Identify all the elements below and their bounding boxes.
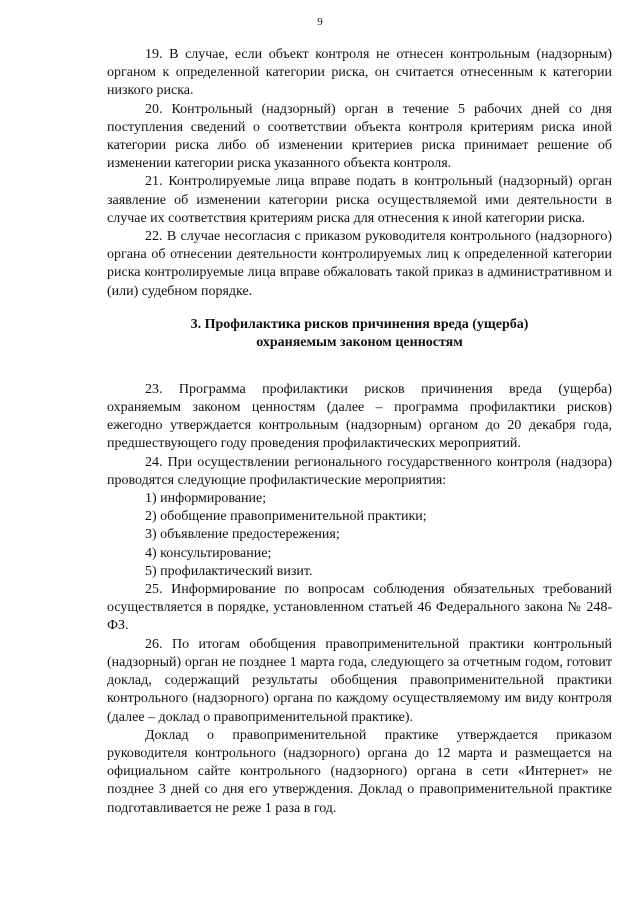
paragraph-24: 24. При осуществлении регионального государственного контроля (надзора) проводятся следующие профилактические мероприятия:	[107, 454, 612, 488]
paragraph-23: 23. Программа профилактики рисков причинения вреда (ущерба) охраняемым законом ценностям (далее – программа профилактики рисков) ежегодно утверждается контрольным (надзорным) органом до 20 декабря года, предшествующего году проведения профилактических мероприятий.	[107, 381, 612, 452]
section-heading-line-1: 3. Профилактика рисков причинения вреда (ущерба)	[190, 316, 529, 332]
list-item: 3) объявление предостережения;	[145, 527, 340, 543]
list-item: 4) консультирование;	[145, 545, 272, 561]
paragraph-22: 22. В случае несогласия с приказом руководителя контрольного (надзорного) органа об отнесении деятельности контролируемых лиц к определенной категории риска контролируемые лица вправе обжаловать такой приказ в административном и (или) судебном порядке.	[107, 229, 612, 299]
list-item: 1) информирование;	[145, 491, 267, 507]
paragraph-19: 19. В случае, если объект контроля не отнесен контрольным (надзорным) органом к определенной категории риска, он считается отнесенным к категории низкого риска.	[107, 47, 612, 99]
paragraph-26: 26. По итогам обобщения правоприменительной практики контрольный (надзорный) орган не позднее 1 марта года, следующего за отчетным годом, готовит доклад, содержащий результаты обобщения правоприменительной практики контрольного (надзорного) органа по каждому осуществляемому им виду контроля (далее – доклад о правоприменительной практике).	[107, 636, 612, 725]
page-number: 9	[317, 16, 323, 28]
paragraph-report: Доклад о правоприменительной практике утверждается приказом руководителя контрольного (надзорного) органа до 12 марта и размещается на официальном сайте контрольного (надзорного) органа в сети «Интернет» не позднее 3 дней со дня его утверждения. Доклад о правоприменительной практике подготавливается не реже 1 раза в год.	[107, 727, 612, 816]
section-heading-line-2: охраняемым законом ценностям	[256, 334, 463, 350]
list-item: 5) профилактический визит.	[145, 563, 313, 579]
paragraph-25: 25. Информирование по вопросам соблюдения обязательных требований осуществляется в порядке, установленном статьей 46 Федерального закона № 248-ФЗ.	[107, 582, 612, 634]
paragraph-21: 21. Контролируемые лица вправе подать в контрольный (надзорный) орган заявление об изменении категории риска осуществляемой ими деятельности в случае их соответствия критериям риска для отнесения к иной категории риска.	[107, 174, 612, 226]
section-heading	[107, 316, 612, 352]
document-body	[107, 46, 612, 818]
list-item: 2) обобщение правоприменительной практики;	[145, 509, 427, 525]
paragraph-20: 20. Контрольный (надзорный) орган в течение 5 рабочих дней со дня поступления сведений о соответствии объекта контроля критериям риска иной категории риска либо об изменении критериев риска принимает решение об изменении категории риска указанного объекта контроля.	[107, 101, 612, 172]
